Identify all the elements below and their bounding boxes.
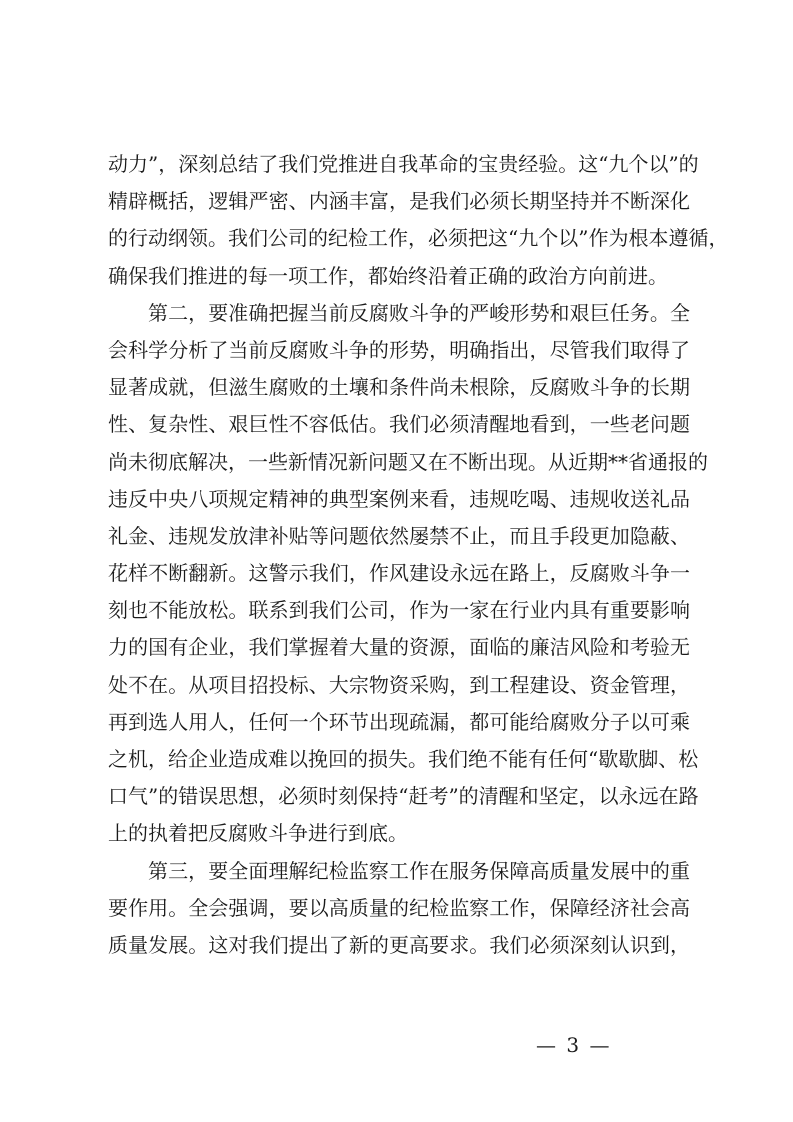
text-line: 处不在。从项目招投标、大宗物资采购，到工程建设、资金管理， (108, 672, 690, 697)
text-line: 上的执着把反腐败斗争进行到底。 (108, 821, 408, 846)
text-line: 要作用。全会强调，要以高质量的纪检监察工作，保障经济社会高 (108, 895, 690, 920)
text-line: 花样不断翻新。这警示我们，作风建设永远在路上，反腐败斗争一 (108, 561, 690, 586)
text-line: 精辟概括，逻辑严密、内涵丰富，是我们必须长期坚持并不断深化 (108, 189, 690, 214)
text-line: 之机，给企业造成难以挽回的损失。我们绝不能有任何“歇歇脚、松 (108, 747, 699, 771)
text-line: 会科学分析了当前反腐败斗争的形势，明确指出，尽管我们取得了 (108, 337, 690, 362)
text-line: 口气”的错误思想，必须时刻保持“赶考”的清醒和坚定，以永远在路 (108, 784, 699, 809)
text-line: 的行动纲领。我们公司的纪检工作，必须把这“九个以”作为根本遵循， (108, 226, 729, 251)
text-line: 质量发展。这对我们提出了新的更高要求。我们必须深刻认识到， (108, 932, 690, 957)
text-line: 刻也不能放松。联系到我们公司，作为一家在行业内具有重要影响 (108, 598, 690, 623)
text-line: 第三，要全面理解纪检监察工作在服务保障高质量发展中的重 (148, 858, 690, 883)
text-line: 再到选人用人，任何一个环节出现疏漏，都可能给腐败分子以可乘 (108, 709, 690, 734)
paragraph (108, 853, 690, 965)
page-number: — 3 — (536, 1033, 612, 1057)
text-line: 力的国有企业，我们掌握着大量的资源，面临的廉洁风险和考验无 (108, 635, 690, 660)
text-line: 显著成就，但滋生腐败的土壤和条件尚未根除，反腐败斗争的长期 (108, 375, 690, 400)
paragraph (108, 146, 729, 295)
paragraph (108, 295, 708, 853)
document-body (108, 146, 729, 964)
text-line: 礼金、违规发放津补贴等问题依然屡禁不止，而且手段更加隐蔽、 (108, 523, 690, 548)
text-line: 性、复杂性、艰巨性不容低估。我们必须清醒地看到，一些老问题 (108, 412, 690, 437)
text-line: 动力”，深刻总结了我们党推进自我革命的宝贵经验。这“九个以”的 (108, 152, 699, 176)
text-line: 违反中央八项规定精神的典型案例来看，违规吃喝、违规收送礼品 (108, 486, 690, 511)
text-line: 尚未彻底解决，一些新情况新问题又在不断出现。从近期**省通报的 (108, 449, 708, 474)
text-line: 确保我们推进的每一项工作，都始终沿着正确的政治方向前进。 (108, 263, 668, 288)
text-line: 第二，要准确把握当前反腐败斗争的严峻形势和艰巨任务。全 (148, 300, 690, 325)
